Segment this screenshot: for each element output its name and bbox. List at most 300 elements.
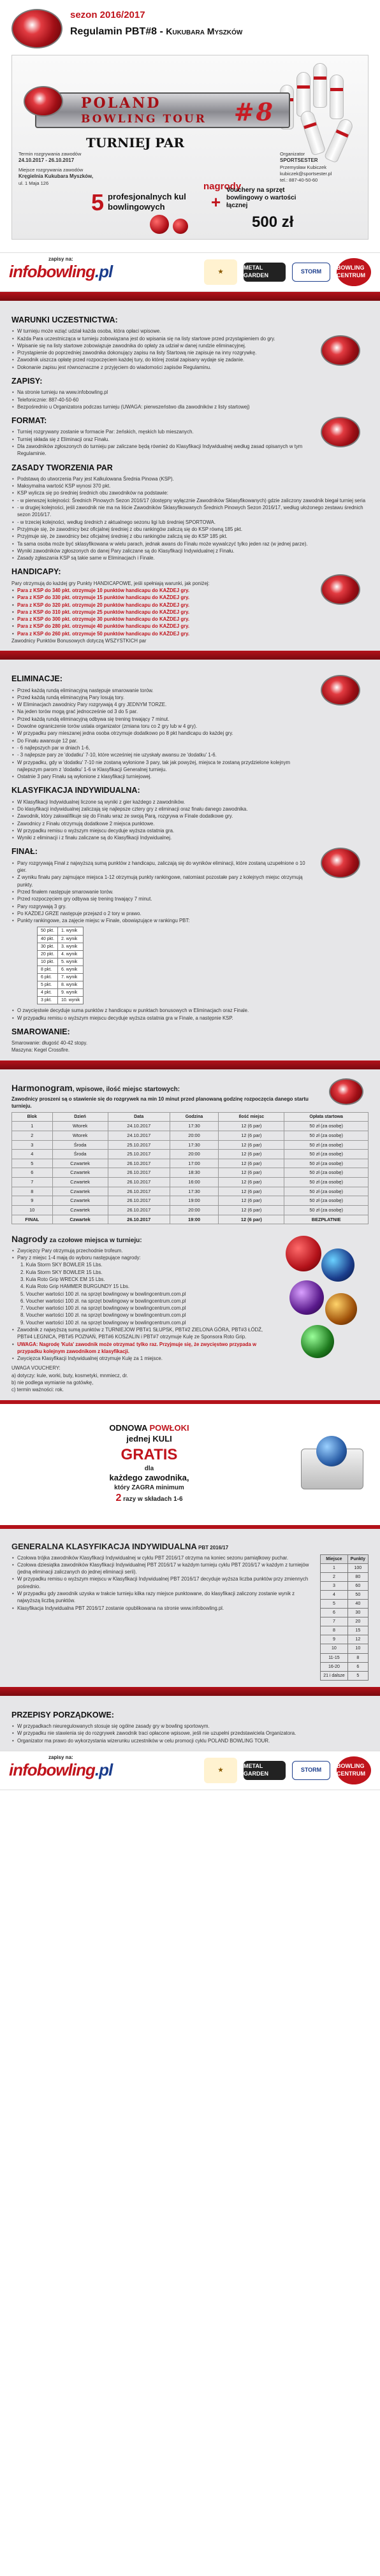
warunki-list	[11, 328, 307, 371]
table-cell: 10	[347, 1644, 368, 1653]
table-row	[321, 1609, 369, 1617]
table-cell: 100	[347, 1563, 368, 1572]
offer-line-7: razy w składach 1-6	[123, 1496, 183, 1503]
general-classification-section	[0, 1529, 380, 1687]
format-list	[11, 428, 307, 457]
table-row	[12, 1196, 369, 1206]
rules-section-1	[0, 301, 380, 651]
list-item: • Każda Para uczestnicząca w turnieju zobowiązana jest do wpisania się na listy startowe przed przystąpieniem do gry.	[11, 335, 307, 342]
table-cell: 3	[321, 1581, 347, 1590]
table-cell: 10. wynik	[58, 997, 84, 1004]
table-row	[38, 989, 84, 997]
table-cell: 80	[347, 1572, 368, 1581]
gk-title: GENERALNA KLASYFIKACJA INDYWIDUALNA	[11, 1541, 197, 1551]
offer-line-1	[13, 1423, 286, 1434]
bowling-ball-icon	[321, 1248, 354, 1282]
table-row	[38, 966, 84, 973]
table-cell: 20	[347, 1617, 368, 1626]
poster-subtitle: TURNIEJ PAR	[86, 135, 184, 150]
prize-line: 3. Kula Roto Grip WRECK EM 15 Lbs.	[20, 1276, 105, 1282]
list-item: • W turnieju może wziąć udział każda osoba, która opłaci wpisowe.	[11, 328, 307, 335]
table-cell: 12 (6 par)	[219, 1140, 284, 1150]
table-row	[321, 1572, 369, 1581]
ranking-points-table	[37, 927, 84, 1004]
bowling-ball-icon	[173, 219, 188, 234]
table-cell: 5 pkt.	[38, 981, 58, 989]
table-cell: 60	[347, 1581, 368, 1590]
list-item: • Wyniki zawodników zgłoszonych do danej Pary zaliczane są do Klasyfikacji Indywidualnej z Finału.	[11, 547, 369, 554]
table-cell: 50 zł (za osobę)	[284, 1205, 369, 1215]
table-cell: 3 pkt.	[38, 997, 58, 1004]
list-item: • Przed każdą rundą eliminacyjną Pary losują tory.	[11, 694, 307, 701]
infobowling-name: infobowling	[9, 262, 95, 282]
column-header: Opłata startowa	[284, 1113, 369, 1122]
list-item: • - 6 najlepszych par w dniach 1-6,	[11, 744, 307, 751]
venue-label: Miejsce rozgrywania zawodów	[18, 166, 84, 173]
infobowling-caption: zapisy na:	[48, 1755, 73, 1761]
list-item: • Przyjmuje się, że zawodnicy bez oficjalnej średniej z obu rankingów zaliczą się do KSP równą 185 pkt.	[11, 526, 369, 533]
red-band	[0, 1060, 380, 1069]
table-cell: 3	[12, 1140, 53, 1150]
list-item: • Pary z miejsc 1-4 mają do wyboru następujące nagrody:	[11, 1254, 267, 1261]
table-cell: 10	[321, 1644, 347, 1653]
rules-section-2	[0, 660, 380, 1060]
table-cell: 50 zł (za osobę)	[284, 1178, 369, 1187]
list-item: • Pary rozgrywają 3 gry.	[11, 903, 307, 910]
table-cell: 5	[321, 1600, 347, 1609]
prize-line: 4. Kula Roto Grip HAMMER BURGUNDY 15 Lbs.	[20, 1284, 130, 1290]
list-item: • - 3 najlepsze pary ze 'dodatku' 7-10, które wcześniej nie uzyskały awansu ze 'dodatku' 1-6.	[11, 751, 307, 758]
table-row	[321, 1662, 369, 1671]
harm-title: Harmonogram	[11, 1082, 73, 1093]
table-row	[321, 1563, 369, 1572]
bowling-ball-icon	[150, 215, 169, 234]
table-cell: 18:30	[170, 1168, 218, 1178]
final-list-2	[11, 1007, 307, 1022]
table-cell: 12 (6 par)	[219, 1122, 284, 1131]
table-cell: Czwartek	[52, 1205, 108, 1215]
prize-awards-label: nagrody	[203, 181, 242, 192]
voucher-note: b) nie podlega wymianie na gotówkę,	[11, 1380, 94, 1386]
list-item: • Pary rozgrywają Finał z najwyższą sumą punktów z handicapu, zaliczają się do wyników eliminacji, które zostaną uzupełnione o 10 gier.	[11, 860, 307, 874]
list-item: • Z wyniku finału pary zajmujące miejsca 1-12 otrzymują punkty rankingowe, natomiast pozostałe pary z kolejnych miejsc otrzymują punkty.	[11, 874, 307, 888]
offer-line-3: dla	[144, 1465, 154, 1473]
table-cell: Wtorek	[52, 1131, 108, 1140]
table-cell: 17:30	[170, 1122, 218, 1131]
list-item: • Przed finałem następuje smarowanie torów.	[11, 888, 307, 895]
prizes-image	[273, 1229, 369, 1376]
table-row	[12, 1215, 369, 1224]
zapisy-title: ZAPISY:	[11, 377, 43, 386]
list-item: • Ostatnie 3 pary Finału są wyłonione z klasyfikacji turniejowej.	[11, 773, 307, 780]
table-cell: 30 pkt.	[38, 943, 58, 950]
klas-title: KLASYFIKACJA INDYWIDUALNA:	[11, 786, 140, 795]
table-row	[38, 943, 84, 950]
offer-times: 2	[115, 1493, 122, 1504]
table-cell: 12 (6 par)	[219, 1187, 284, 1196]
list-item: • Przed rozpoczęciem gry odbywa się trening trwający 7 minut.	[11, 895, 307, 902]
list-item: • Zwycięzcy Pary otrzymują przechodnie trofeum.	[11, 1247, 267, 1254]
warunki-title: WARUNKI UCZESTNICTWA:	[11, 315, 118, 324]
list-item: • Para z KSP do 340 pkt. otrzymuje 10 punktów handicapu do KAŻDEJ gry.	[11, 587, 307, 594]
list-item: • Przed każdą rundą eliminacyjną odbywa się trening trwający 7 minut.	[11, 716, 307, 723]
venue-name: Kręgielnia Kukubara Myszków,	[18, 173, 94, 180]
pbt-logo	[321, 574, 360, 605]
prize-line: 1. Kula Storm SKY BOWLER 15 Lbs.	[20, 1262, 103, 1268]
bowling-ball-icon	[289, 1280, 324, 1315]
table-cell: Wtorek	[52, 1122, 108, 1131]
zasady-list	[11, 475, 369, 562]
organizer-label: Organizator	[280, 151, 305, 157]
organizer-name: SPORTSESTER	[280, 157, 318, 164]
regulation-title	[70, 25, 242, 39]
table-row	[38, 950, 84, 958]
list-item: • Bezpośrednio u Organizatora podczas turnieju (UWAGA: pierwszeństwo dla zawodników z listy startowej)	[11, 403, 369, 410]
table-row	[321, 1617, 369, 1626]
table-cell: 6	[12, 1168, 53, 1178]
prize-line: 8. Voucher wartości 100 zł. na sprzęt bowlingowy w bowlingcentrum.com.pl	[20, 1312, 186, 1319]
schedule-table	[11, 1112, 369, 1224]
table-row	[321, 1626, 369, 1635]
table-row	[12, 1159, 369, 1168]
red-band	[0, 651, 380, 660]
poster-logo	[24, 86, 63, 117]
table-row	[321, 1590, 369, 1599]
pbt-logo	[321, 417, 360, 447]
table-cell: 9	[12, 1196, 53, 1206]
harm-heading	[11, 1082, 319, 1094]
list-item: • W przypadkach nieuregulowanych stosuje się ogólne zasady gry w bowling sportowym.	[11, 1723, 369, 1730]
season-label: sezon 2016/2017	[70, 10, 145, 20]
smar-line: Maszyna: Kegel Crossfire.	[11, 1047, 69, 1053]
gk-season: PBT 2016/17	[196, 1544, 229, 1551]
nag-subtitle: za czołowe miejsca w turnieju:	[47, 1237, 142, 1245]
list-item: • Dla zawodników zgłoszonych do turnieju par zaliczane będą również do Klasyfikacji Indywidualnej według zasad opisanych w tym Regulaminie.	[11, 443, 307, 458]
list-item: • Zwycięzca Klasyfikacji Indywidualnej otrzymuje Kulę za 1 miejsce.	[11, 1355, 267, 1362]
table-cell: 19:00	[170, 1196, 218, 1206]
table-cell: 50 zł (za osobę)	[284, 1196, 369, 1206]
list-item: • Ta sama osoba może być sklasyfikowana w wielu parach, jednak awans do Finału może wywalczyć tylko jeden raz (w jednej parze).	[11, 540, 369, 547]
table-row	[12, 1187, 369, 1196]
poster-title-number: #8	[233, 98, 275, 126]
table-cell: 16:00	[170, 1178, 218, 1187]
poster-dates-block	[18, 151, 146, 187]
table-cell: 6. wynik	[58, 966, 84, 973]
prize-plus: +	[211, 192, 221, 212]
list-item: • Do Finału awansuje 12 par.	[11, 737, 307, 744]
table-cell: 8	[321, 1626, 347, 1635]
table-cell: 10	[12, 1205, 53, 1215]
table-cell: Środa	[52, 1140, 108, 1150]
table-cell: 24.10.2017	[108, 1131, 170, 1140]
table-cell: 12 (6 par)	[219, 1215, 284, 1224]
list-item: • W przypadku, gdy w 'dodatku' 7-10 nie zostaną wyłonione 3 pary, tak jak powyżej, miejsca te zostaną przydzielone kolejnym najlepszym parom z 'dodatku' 1-6 w Klasyfikacji Generalnej turnieju.	[11, 759, 307, 774]
table-cell: 20:00	[170, 1150, 218, 1159]
table-cell: 11-15	[321, 1653, 347, 1662]
table-cell: 19:00	[170, 1215, 218, 1224]
table-cell: 50 zł (za osobę)	[284, 1168, 369, 1178]
table-cell: 8. wynik	[58, 981, 84, 989]
table-row	[12, 1178, 369, 1187]
list-item: • Para z KSP do 310 pkt. otrzymuje 25 punktów handicapu do KAŻDEJ gry.	[11, 609, 307, 616]
list-item: • Organizator ma prawo do wykorzystania wizerunku uczestników w celu promocji cyklu POLAND BOWLING TOUR.	[11, 1737, 369, 1744]
points-per-place-table	[320, 1554, 369, 1681]
bowling-ball-icon	[301, 1325, 334, 1358]
list-item: • Czołowa trójka zawodników Klasyfikacji Indywidualnej w cyklu PBT 2016/17 otrzyma na koniec sezonu pamiątkowy puchar.	[11, 1554, 314, 1561]
storm-logo: STORM	[292, 263, 330, 282]
list-item: • Klasyfikacja Indywidualna PBT 2016/17 zostanie opublikowana na stronie www.infobowling.pl.	[11, 1605, 314, 1612]
dates-value: 24.10.2017 - 26.10.2017	[18, 157, 75, 164]
table-cell: 1. wynik	[58, 927, 84, 935]
table-cell: 17:00	[170, 1159, 218, 1168]
table-cell: 50 pkt.	[38, 927, 58, 935]
table-cell: Czwartek	[52, 1196, 108, 1206]
sponsor-logo-1: ★	[204, 1758, 237, 1783]
column-header: Godzina	[170, 1113, 218, 1122]
zapisy-list	[11, 389, 369, 410]
table-cell: 21 i dalsze	[321, 1671, 347, 1680]
list-item: • Zawodnicy z Finału otrzymują dodatkowe 2 miejsca punktowe.	[11, 820, 369, 827]
pbt-logo	[321, 335, 360, 366]
prize-count: 5	[91, 189, 105, 215]
table-cell: 4	[12, 1150, 53, 1159]
ball-spinner-image	[297, 1436, 367, 1493]
table-cell: 50	[347, 1590, 368, 1599]
organizer-email: kubiczek@sportsester.pl	[280, 171, 332, 177]
table-cell: 50 zł (za osobę)	[284, 1159, 369, 1168]
list-item: • W przypadku pary mieszanej jedna osoba otrzymuje dodatkowo po 8 pkt handicapu do każdej gry.	[11, 730, 307, 737]
column-header: Ilość miejsc	[219, 1113, 284, 1122]
venue-address: ul. 1 Maja 126	[18, 180, 49, 186]
table-row	[12, 1168, 369, 1178]
table-cell: 2. wynik	[58, 935, 84, 943]
list-item: • Przystąpienie do poprzedniej zawodnika dokonujący zapisu na listy Startową nie zapisuje na inny rozgrywkę.	[11, 349, 307, 356]
table-cell: 1	[12, 1122, 53, 1131]
list-item: • W przypadku remisu o wyższym miejscu w Klasyfikacji Indywidualnej PBT 2016/17 decyduje wyższa liczba punktów przy zmiennych pośrednio.	[11, 1575, 314, 1590]
table-cell: 12 (6 par)	[219, 1150, 284, 1159]
table-cell: 9. wynik	[58, 989, 84, 997]
pbt-logo	[11, 9, 62, 48]
format-title: FORMAT:	[11, 416, 47, 426]
table-cell: 12 (6 par)	[219, 1131, 284, 1140]
gk-list	[11, 1554, 314, 1681]
table-row	[38, 935, 84, 943]
table-cell: 12 (6 par)	[219, 1205, 284, 1215]
red-band	[0, 1687, 380, 1696]
list-item: • Zawodnik uiszcza opłatę przed rozpoczęciem każdej tury, do której został zapisany wydaje się zadanie.	[11, 356, 307, 363]
pbt-logo	[329, 1078, 363, 1105]
list-item: • W Klasyfikacji Indywidualnej liczone są wyniki z gier każdego z zawodników.	[11, 799, 369, 806]
voucher-note-title: UWAGA VOUCHERY:	[11, 1365, 61, 1371]
table-cell: 20 pkt.	[38, 950, 58, 958]
table-cell: 26.10.2017	[108, 1159, 170, 1168]
table-cell: 5. wynik	[58, 958, 84, 966]
porz-list	[11, 1723, 369, 1744]
poster-title-plate	[35, 92, 290, 128]
table-row	[12, 1140, 369, 1150]
klas-list	[11, 799, 369, 842]
list-item: • Turniej składa się z Eliminacji oraz Finału.	[11, 436, 307, 443]
bowling-ball-icon	[316, 1436, 347, 1466]
organizer-person: Przemysław Kubiczek	[280, 164, 326, 170]
metal-garden-logo: METAL GARDEN	[244, 1761, 286, 1780]
table-row	[12, 1205, 369, 1215]
infobowling-tld: .pl	[94, 1760, 113, 1780]
column-header: Punkty	[347, 1554, 368, 1563]
list-item: • Dokonanie zapisu jest równoznaczne z przyjęciem do wiadomości zapisów Regulaminu.	[11, 364, 307, 371]
nag-list-2	[11, 1326, 267, 1362]
prize-amount: 500 zł	[252, 213, 294, 231]
smar-line: Smarowanie: długość 40-42 stopy.	[11, 1040, 88, 1046]
table-cell: 26.10.2017	[108, 1205, 170, 1215]
table-cell: 26.10.2017	[108, 1215, 170, 1224]
table-cell: 5	[12, 1159, 53, 1168]
list-item: • W przypadku gdy zawodnik uzyska w trakcie turnieju kilka razy miejsce punktowane, do klasyfikacji zaliczony zostanie wynik z najwyższą liczbą punktów.	[11, 1590, 314, 1605]
table-row	[321, 1671, 369, 1680]
list-item: • Przed każdą rundą eliminacyjną następuje smarowanie torów.	[11, 687, 307, 694]
column-header: Blok	[12, 1113, 53, 1122]
table-cell: 30	[347, 1609, 368, 1617]
bowling-ball-icon	[286, 1236, 321, 1271]
rules-order-section	[0, 1696, 380, 1751]
organizer-phone: tel.: 887-40-50-60	[280, 177, 318, 184]
list-item: • Wyniki z eliminacji i z finału zaliczane są do Klasyfikacji Indywidualnej.	[11, 834, 369, 841]
table-row	[12, 1150, 369, 1159]
list-item: • Podstawą do utworzenia Pary jest Kalkulowana Średnia Pinowa (KSP).	[11, 475, 369, 482]
table-cell: 4	[321, 1590, 347, 1599]
metal-garden-logo: METAL GARDEN	[244, 263, 286, 282]
list-item: • UWAGA: Nagrodę 'Kula' zawodnik może otrzymać tylko raz. Przyjmuje się, że zwycięstwo przypada w przypadku kolejnym zawodnikom z klasyfikacji.	[11, 1341, 267, 1356]
regulation-venue: Kukubara Myszków	[166, 25, 243, 36]
list-item: • Zasady zgłaszania KSP są takie same w Eliminacjach i Finale.	[11, 554, 369, 561]
table-cell: 2	[321, 1572, 347, 1581]
nag-list	[11, 1247, 267, 1262]
sponsor-banner-bottom	[0, 1751, 380, 1790]
list-item: • Czołowa dziesiątka zawodników Klasyfikacji Indywidualnej PBT 2016/17 w każdym turnieju cyklu PBT 2016/17 w każdym z turniejów (jedną eliminacji zaliczanych do jednej eliminacji serii).	[11, 1561, 314, 1576]
infobowling-tld: .pl	[94, 262, 113, 282]
table-cell: 12 (6 par)	[219, 1168, 284, 1178]
hcp-title: HANDICAPY:	[11, 567, 61, 577]
poster-title-line2: BOWLING TOUR	[81, 113, 207, 126]
pbt-logo	[321, 848, 360, 878]
table-cell: 50 zł (za osobę)	[284, 1187, 369, 1196]
table-row	[321, 1653, 369, 1662]
table-cell: 20:00	[170, 1131, 218, 1140]
list-item: • - w drugiej kolejności, jeśli zawodnik nie ma na liście Zawodników Sklasyfikowanych Średnich Pinowych Sezon 2016/17, według ułożonego zestawu średnich sezon 2016/17.	[11, 504, 369, 519]
offer-line-4: każdego zawodnika,	[109, 1473, 189, 1483]
table-cell: Czwartek	[52, 1215, 108, 1224]
table-cell: 26.10.2017	[108, 1196, 170, 1206]
list-item: • Para z KSP do 320 pkt. otrzymuje 20 punktów handicapu do KAŻDEJ gry.	[11, 602, 307, 609]
table-cell: 12	[347, 1635, 368, 1644]
list-item: • Telefonicznie: 887-40-50-60	[11, 396, 369, 403]
prize-line: 6. Voucher wartości 100 zł. na sprzęt bowlingowy w bowlingcentrum.com.pl	[20, 1298, 186, 1304]
table-cell: 4. wynik	[58, 950, 84, 958]
table-row	[38, 973, 84, 981]
voucher-notes	[11, 1364, 267, 1393]
final-title: FINAŁ:	[11, 847, 38, 857]
list-item: • Do klasyfikacji indywidualnej zaliczają się najlepsze cztery gry z eliminacji oraz finału danego zawodnika.	[11, 806, 369, 813]
table-cell: FINAŁ	[12, 1215, 53, 1224]
table-cell: 4 pkt.	[38, 989, 58, 997]
bowling-centrum-logo: BOWLING CENTRUM	[337, 1756, 371, 1784]
table-cell: 50 zł (za osobę)	[284, 1150, 369, 1159]
infobowling-logo[interactable]	[9, 1755, 113, 1781]
table-cell: 40 pkt.	[38, 935, 58, 943]
offer-line-1a: ODNOWA	[109, 1423, 150, 1433]
voucher-note: c) termin ważności: rok.	[11, 1387, 64, 1393]
list-item: • W przypadku remisu o wyższym miejscu decyduje wyższa ostatnia gra.	[11, 827, 369, 834]
table-row	[321, 1644, 369, 1653]
offer-line-1b: POWŁOKI	[149, 1423, 189, 1433]
table-cell: 20:00	[170, 1205, 218, 1215]
table-row	[38, 981, 84, 989]
offer-line-5: który ZAGRA minimum	[114, 1484, 184, 1492]
table-cell: Czwartek	[52, 1178, 108, 1187]
table-cell: 10 pkt.	[38, 958, 58, 966]
table-cell: 6 pkt.	[38, 973, 58, 981]
table-cell: BEZPŁATNIE	[284, 1215, 369, 1224]
list-item: • O zwycięstwie decyduje suma punktów z handicapu w punktach bonusowych w Eliminacjach oraz Finale.	[11, 1007, 307, 1014]
table-cell: 5	[347, 1671, 368, 1680]
table-cell: 9	[321, 1635, 347, 1644]
infobowling-name: infobowling	[9, 1760, 95, 1780]
gk-heading	[11, 1542, 369, 1552]
prize-line: 2. Kula Storm SKY BOWLER 15 Lbs.	[20, 1269, 103, 1275]
list-item: • Wpisanie się na listy startowe zobowiązuje zawodnika do opłaty za udział w danej rundzie eliminacyjnej.	[11, 342, 307, 349]
offer-gratis: GRATIS	[121, 1446, 178, 1464]
table-row	[321, 1600, 369, 1609]
table-cell: Środa	[52, 1150, 108, 1159]
table-cell: 8 pkt.	[38, 966, 58, 973]
table-cell: 40	[347, 1600, 368, 1609]
list-item: • W przypadku nie stawienia się do rozgrywek zawodnik traci opłacone wpisowe, jeśli nie uzupełni przedstawiciela Organizatora.	[11, 1730, 369, 1737]
table-cell: 50 zł (za osobę)	[284, 1122, 369, 1131]
prize-vouchers: Vouchery na sprzęt bowlingowy o wartości łącznej	[226, 187, 296, 209]
smar-title: SMAROWANIE:	[11, 1027, 70, 1036]
table-cell: 1	[321, 1563, 347, 1572]
table-cell: 7	[321, 1617, 347, 1626]
voucher-note: a) dotyczy: kule, worki, buty, kosmetyki, mnmiecz, dr.	[11, 1372, 128, 1378]
table-cell: 8	[347, 1653, 368, 1662]
table-cell: 26.10.2017	[108, 1168, 170, 1178]
table-cell: 3. wynik	[58, 943, 84, 950]
table-cell: 7. wynik	[58, 973, 84, 981]
pbt-logo	[321, 675, 360, 706]
table-cell: 16-20	[321, 1662, 347, 1671]
list-item: • Przyjmuje się, że zawodnicy bez oficjalnej średniej z obu rankingów zaliczą się do KSP 185 pkt.	[11, 533, 369, 540]
list-item: • - w trzeciej kolejności, według średnich z aktualnego sezonu ligi lub średniej SPORTOWA.	[11, 519, 369, 526]
sponsor-logo-1: ★	[204, 259, 237, 285]
infobowling-logo[interactable]	[9, 256, 113, 283]
table-cell: 12 (6 par)	[219, 1159, 284, 1168]
poster-organizer-block	[280, 151, 380, 184]
free-resurface-offer	[0, 1404, 380, 1525]
table-cell: 8	[12, 1187, 53, 1196]
prize-balls: profesjonalnych kul bowlingowych	[108, 192, 186, 212]
dates-label: Termin rozgrywania zawodów	[18, 151, 82, 157]
nag-heading	[11, 1233, 267, 1245]
table-cell: 50 zł (za osobę)	[284, 1140, 369, 1150]
storm-logo: STORM	[292, 1761, 330, 1780]
tournament-poster	[11, 55, 369, 240]
offer-line-6-7	[13, 1492, 286, 1505]
zasady-title: ZASADY TWORZENIA PAR	[11, 463, 113, 472]
table-cell: 25.10.2017	[108, 1140, 170, 1150]
table-cell: 12 (6 par)	[219, 1196, 284, 1206]
regulation-title-main: Regulamin PBT#8 -	[70, 25, 166, 37]
table-cell: 7	[12, 1178, 53, 1187]
